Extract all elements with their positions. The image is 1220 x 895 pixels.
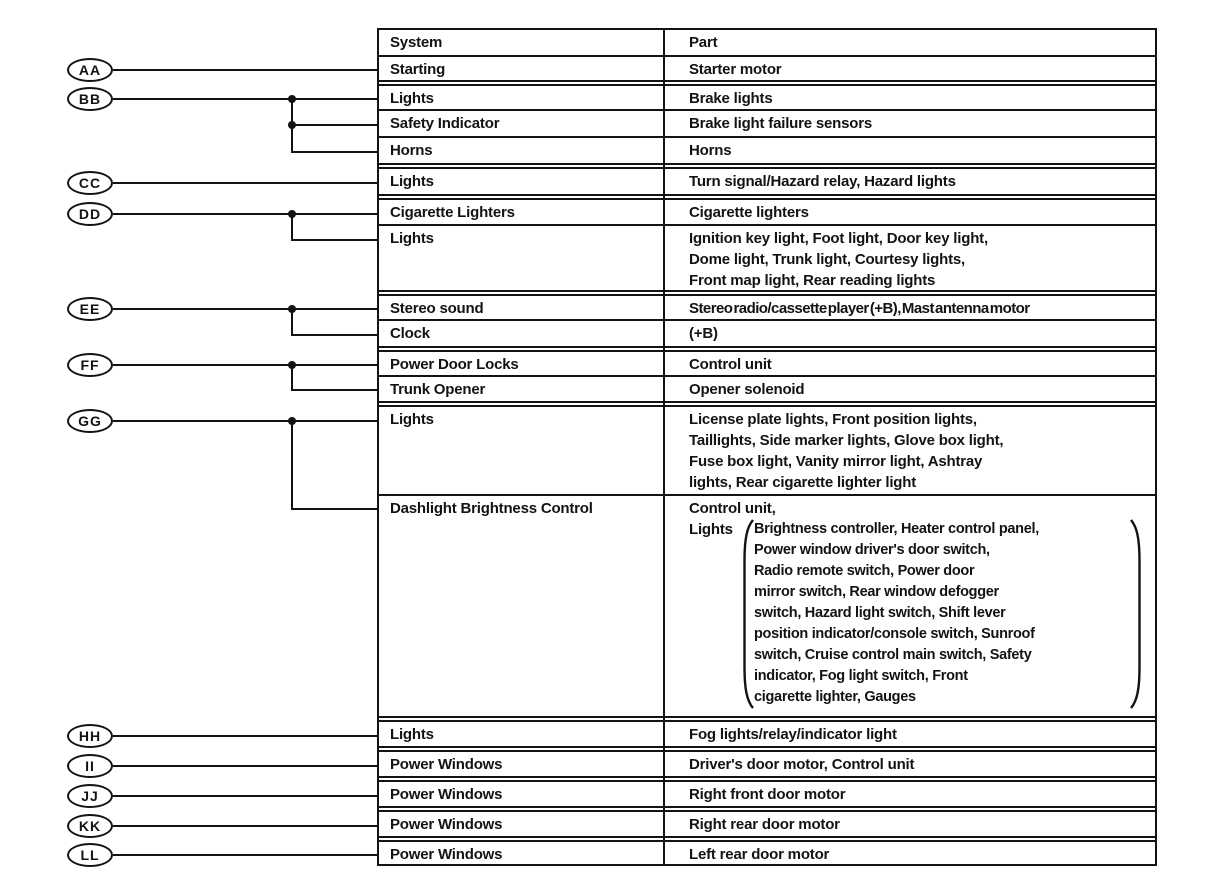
part-text-line: Cigarette lighters: [689, 204, 809, 221]
table-row: [379, 57, 1155, 80]
part-cell: [665, 86, 1155, 109]
bracketed-text-line: position indicator/console switch, Sunroof: [754, 626, 1035, 642]
connector-line: [292, 151, 377, 153]
system-cell: Dashlight Brightness Control: [390, 500, 593, 517]
column-header-system: System: [390, 34, 443, 51]
lights-bracket-group: [689, 519, 1151, 709]
connector-label-AA: [67, 58, 113, 82]
connector-label-HH: [67, 724, 113, 748]
connector-label-FF: [67, 353, 113, 377]
connector-label-text: LL: [80, 847, 100, 863]
part-text-line: Turn signal/Hazard relay, Hazard lights: [689, 173, 956, 190]
part-text-line: Dome light, Trunk light, Courtesy lights,: [689, 251, 965, 268]
table-row: [379, 407, 1155, 494]
connector-label-text: GG: [78, 413, 102, 429]
connector-branch-line: [291, 214, 293, 241]
connector-branch-line: [291, 421, 293, 510]
part-cell: [665, 200, 1155, 224]
system-cell: Lights: [390, 411, 434, 428]
connector-label-KK: [67, 814, 113, 838]
table-row: [379, 136, 1155, 163]
bracketed-text-line: mirror switch, Rear window defogger: [754, 584, 999, 600]
table-row: [379, 200, 1155, 224]
system-cell: Power Windows: [390, 786, 503, 803]
column-header-part: Part: [689, 34, 718, 51]
table-row: [379, 782, 1155, 806]
connector-line: [113, 420, 377, 422]
part-cell: [665, 296, 1155, 319]
header-row: [379, 30, 1155, 53]
part-text-line: Front map light, Rear reading lights: [689, 272, 936, 289]
connector-label-text: DD: [78, 206, 102, 222]
system-cell: Clock: [390, 325, 430, 342]
connector-label-EE: [67, 297, 113, 321]
part-cell: [665, 752, 1155, 776]
table-group-BB: [379, 84, 1155, 165]
connector-branch-line: [291, 309, 293, 336]
part-text-line: Ignition key light, Foot light, Door key light,: [689, 230, 988, 247]
connector-line: [113, 854, 377, 856]
connector-label-LL: [67, 843, 113, 867]
part-cell: [665, 812, 1155, 836]
bracketed-text-line: switch, Hazard light switch, Shift lever: [754, 605, 1006, 621]
connector-label-text: FF: [80, 357, 100, 373]
part-text-line: Control unit: [689, 356, 772, 373]
table-header-group: [379, 30, 1155, 53]
connector-line: [292, 508, 377, 510]
table-group-GG: [379, 405, 1155, 718]
left-parenthesis-icon: [743, 519, 754, 709]
connector-label-text: HH: [78, 728, 102, 744]
part-text-line: Right rear door motor: [689, 816, 840, 833]
part-text-line: Control unit,: [689, 500, 776, 517]
part-text-line: Driver's door motor, Control unit: [689, 756, 915, 773]
connector-label-GG: [67, 409, 113, 433]
fuse-circuit-table: [377, 28, 1157, 866]
connector-label-DD: [67, 202, 113, 226]
column-divider: [663, 30, 665, 864]
connector-line: [292, 389, 377, 391]
connector-line: [292, 124, 377, 126]
table-row: [379, 375, 1155, 401]
bracketed-text-line: Radio remote switch, Power door: [754, 563, 975, 579]
part-text-line: Taillights, Side marker lights, Glove box light,: [689, 432, 1004, 449]
bracketed-text-line: indicator, Fog light switch, Front: [754, 668, 968, 684]
table-row: [379, 494, 1155, 716]
system-cell: Starting: [390, 61, 446, 78]
connector-label-text: KK: [78, 818, 102, 834]
table-row: [379, 812, 1155, 836]
table-group-LL: [379, 840, 1155, 864]
bracketed-text-line: Brightness controller, Heater control panel,: [754, 521, 1039, 537]
part-text-line: Left rear door motor: [689, 846, 830, 863]
table-group-II: [379, 750, 1155, 778]
junction-dot: [288, 95, 296, 103]
part-cell: [665, 496, 1155, 716]
system-cell: Power Windows: [390, 816, 503, 833]
connector-line: [113, 765, 377, 767]
connector-label-text: BB: [78, 91, 102, 107]
connector-line: [113, 825, 377, 827]
part-text-line: Right front door motor: [689, 786, 846, 803]
part-cell: [665, 722, 1155, 746]
bracketed-part-list: [754, 519, 1130, 709]
table-row: [379, 224, 1155, 290]
table-group-JJ: [379, 780, 1155, 808]
table-row: [379, 352, 1155, 375]
system-cell: Safety Indicator: [390, 115, 500, 132]
connector-line: [113, 69, 377, 71]
junction-dot: [288, 305, 296, 313]
bracketed-text-line: switch, Cruise control main switch, Safety: [754, 647, 1032, 663]
junction-dot: [288, 210, 296, 218]
right-parenthesis-icon: [1130, 519, 1141, 709]
part-cell: [665, 377, 1155, 401]
system-cell: Lights: [390, 173, 434, 190]
table-group-EE: [379, 294, 1155, 348]
table-group-HH: [379, 720, 1155, 748]
system-cell: Stereo sound: [390, 300, 484, 317]
system-cell: Lights: [390, 90, 434, 107]
part-cell: [665, 226, 1155, 290]
connector-label-BB: [67, 87, 113, 111]
part-cell: [665, 138, 1155, 163]
bracketed-text-line: cigarette lighter, Gauges: [754, 689, 916, 705]
table-row: [379, 842, 1155, 864]
connector-line: [113, 795, 377, 797]
junction-dot: [288, 361, 296, 369]
system-cell: Power Windows: [390, 846, 503, 863]
part-cell: [665, 352, 1155, 375]
system-cell: Horns: [390, 142, 433, 159]
part-text-line: Fuse box light, Vanity mirror light, Ashtray: [689, 453, 983, 470]
part-text-line: Fog lights/relay/indicator light: [689, 726, 897, 743]
system-cell: Lights: [390, 726, 434, 743]
connector-label-JJ: [67, 784, 113, 808]
part-text-line: Stereo radio/cassette player (+B), Mast antenna motor: [689, 300, 1030, 317]
table-group-FF: [379, 350, 1155, 403]
part-cell: [665, 407, 1155, 494]
part-text-line: Opener solenoid: [689, 381, 805, 398]
connector-line: [113, 735, 377, 737]
part-text-line: Horns: [689, 142, 732, 159]
table-row: [379, 86, 1155, 109]
table-group-DD: [379, 198, 1155, 292]
table-row: [379, 722, 1155, 746]
part-text-line: (+B): [689, 325, 718, 342]
part-text-line: lights, Rear cigarette lighter light: [689, 474, 917, 491]
part-cell: [665, 321, 1155, 346]
system-cell: Power Windows: [390, 756, 503, 773]
connector-label-text: JJ: [81, 788, 99, 804]
connector-label-text: II: [85, 758, 95, 774]
connector-label-CC: [67, 171, 113, 195]
connector-label-II: [67, 754, 113, 778]
part-text-line: Starter motor: [689, 61, 782, 78]
table-row: [379, 752, 1155, 776]
part-cell: [665, 57, 1155, 80]
system-cell: Trunk Opener: [390, 381, 486, 398]
part-text-line: License plate lights, Front position lights,: [689, 411, 977, 428]
junction-dot: [288, 417, 296, 425]
table-row: [379, 319, 1155, 346]
system-cell: Power Door Locks: [390, 356, 519, 373]
connector-label-text: CC: [78, 175, 102, 191]
part-cell: [665, 111, 1155, 136]
bracketed-text-line: Power window driver's door switch,: [754, 542, 990, 558]
connector-line: [113, 182, 377, 184]
system-cell: Cigarette Lighters: [390, 204, 515, 221]
lights-sub-label: Lights: [689, 521, 733, 538]
table-row: [379, 109, 1155, 136]
table-group-KK: [379, 810, 1155, 838]
table-row: [379, 296, 1155, 319]
connector-line: [113, 308, 377, 310]
table-row: [379, 169, 1155, 194]
junction-dot: [288, 121, 296, 129]
table-group-AA: [379, 55, 1155, 82]
part-cell: [665, 169, 1155, 194]
connector-line: [113, 98, 377, 100]
system-cell: Lights: [390, 230, 434, 247]
part-cell: [665, 782, 1155, 806]
table-group-CC: [379, 167, 1155, 196]
connector-line: [113, 364, 377, 366]
connector-line: [292, 239, 377, 241]
connector-line: [113, 213, 377, 215]
part-text-line: Brake light failure sensors: [689, 115, 873, 132]
connector-label-text: EE: [79, 301, 101, 317]
part-text-line: Brake lights: [689, 90, 773, 107]
part-cell: [665, 842, 1155, 864]
connector-label-text: AA: [78, 62, 102, 78]
connector-line: [292, 334, 377, 336]
